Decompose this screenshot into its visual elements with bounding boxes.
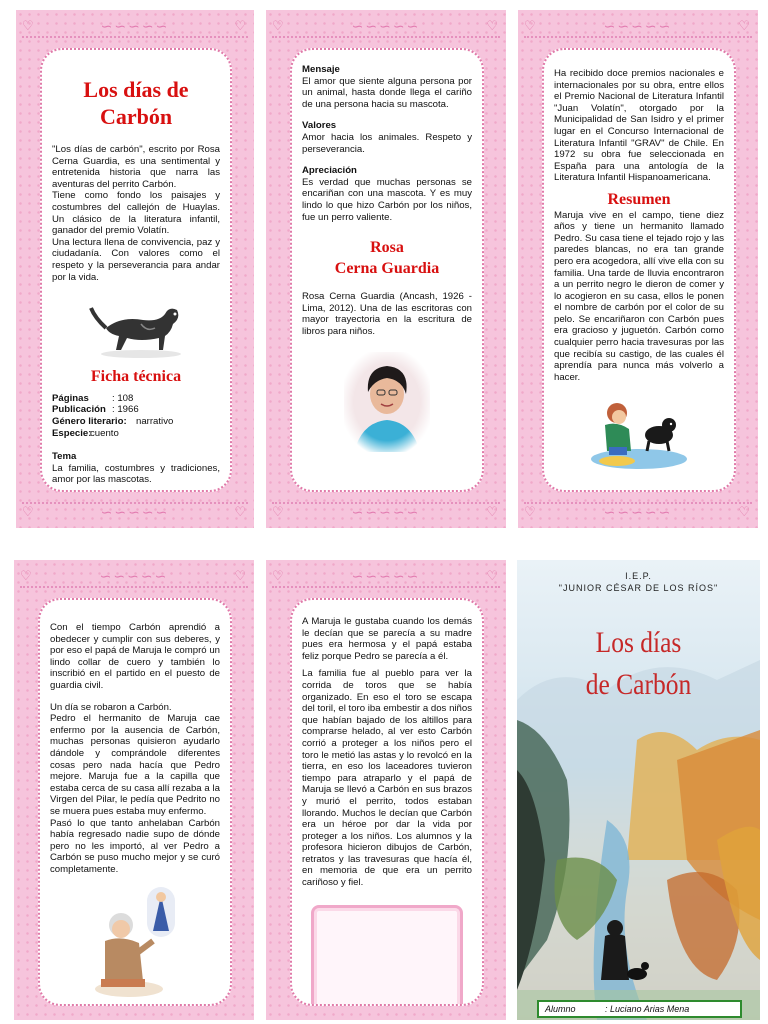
ficha-label: Género literario: xyxy=(52,415,127,427)
resumen-title: Resumen xyxy=(607,190,671,208)
ficha-row xyxy=(52,416,220,428)
resumen-text: Maruja vive en el campo, tiene diez años y tiene un hermanito llamado Pedro. Su casa tiene el tejado rojo y las paredes blancas, no era tan grande pero era acogedora, allí vive ella con su familia. Una tarde de lluvia encontraron a un perrito negro le dieron de comer y lo acogieron en su casa, ellos le ponen el nombre de carbón por el color de su pelo. Se encariñaron con Carbón pues era gracioso y juguetón. Carbón como cualquier perro hacia travesuras por las que recibía su castigo, de las cuales él aprendía para nunca más volverlo a hacer. xyxy=(554,209,724,383)
panel-message-author xyxy=(266,10,506,528)
book-title-line2: Carbón xyxy=(99,104,173,129)
cover-title-line1: Los días xyxy=(595,626,682,659)
apreciacion-text: Es verdad que muchas personas se encariñan con una mascota. Y es muy lindo lo que hizo Carbón por los niños, fue un perro valiente. xyxy=(302,176,472,223)
children-illustration xyxy=(554,391,724,471)
heart-icon: ♡ xyxy=(738,505,752,520)
intro-text: "Los días de carbón", escrito por Rosa Cerna Guardia, es una sentimental y entretenida historia que narra las aventuras del perrito Carbón. xyxy=(52,144,220,190)
mensaje-text: El amor que siente alguna persona por un animal, hasta donde llega el cariño de una persona hacia su mascota. xyxy=(302,75,472,110)
decorative-border-bottom xyxy=(272,502,500,522)
ficha-value: narrativo xyxy=(136,415,174,427)
story-paragraph: Pasó lo que tanto anhelaban Carbón había regresado nadie supo de dónde pero no les importó, al ver Pedro a Carbón se puso mucho mejor y se curó completamente. xyxy=(50,817,220,875)
decorative-border-bottom xyxy=(524,502,752,522)
panel-title-page xyxy=(16,10,254,528)
ficha-row xyxy=(52,393,220,405)
decorative-border-top xyxy=(22,18,248,38)
ficha-row xyxy=(52,404,220,416)
heart-icon: ♡ xyxy=(234,569,248,584)
heart-icon: ♡ xyxy=(486,505,500,520)
ficha-label: Publicación xyxy=(52,404,106,416)
swirl-icon: ∽∽∽∽∽ xyxy=(100,19,170,35)
heart-icon: ♡ xyxy=(738,19,752,34)
tema-label: Tema xyxy=(52,451,77,463)
book-title-line1: Los días de xyxy=(83,77,189,102)
swirl-icon: ∽∽∽∽∽ xyxy=(603,19,673,35)
decorative-border-top xyxy=(20,568,248,588)
ficha-label: Páginas xyxy=(52,392,89,404)
swirl-icon: ∽∽∽∽∽ xyxy=(99,569,169,585)
heart-icon: ♡ xyxy=(486,569,500,584)
book-title xyxy=(52,76,220,130)
mensaje-label: Mensaje xyxy=(302,64,340,75)
valores-label: Valores xyxy=(302,120,337,132)
ficha-list xyxy=(52,393,220,439)
heart-icon: ♡ xyxy=(234,19,248,34)
author-name-line2: Cerna Guardia xyxy=(334,260,440,278)
ficha-row xyxy=(52,428,220,440)
ficha-value: : 108 xyxy=(112,392,134,404)
heart-icon: ♡ xyxy=(20,569,34,584)
ficha-value: : 1966 xyxy=(112,404,139,416)
author-name-line1: Rosa xyxy=(370,239,404,257)
heart-icon: ♡ xyxy=(524,505,538,520)
heart-icon: ♡ xyxy=(272,19,286,34)
school-abbrev: I.E.P. xyxy=(625,571,652,581)
author-name xyxy=(302,237,472,279)
reading-text: Una lectura llena de convivencia, paz y ciudadanía. Con valores como el respeto y la perseverancia para andar por la vida. xyxy=(52,236,220,283)
swirl-icon: ∽∽∽∽∽ xyxy=(351,19,421,35)
panel-content xyxy=(290,598,484,1006)
valores-text: Amor hacia los animales. Respeto y perseverancia. xyxy=(302,131,472,155)
decorative-border-top xyxy=(272,18,500,38)
heart-icon: ♡ xyxy=(486,19,500,34)
story-paragraph: Pedro el hermanito de Maruja cae enfermo por la ausencia de Carbón, muchas personas quisieron ayudarlo dándole y comprándole diferentes cosas pero nada hacía que Pedro mejore. Maruja fue a la capilla que estaba cerca de su casa allí rezaba a la Virgen del Pilar, le pedía que Pedrito no se muera pues estaba muy enfermo. xyxy=(50,713,220,817)
panel-story-part1 xyxy=(14,560,254,1020)
panel-content xyxy=(40,48,232,492)
apreciacion-label: Apreciación xyxy=(302,165,357,177)
book-cover xyxy=(517,560,760,1020)
swirl-icon: ∽∽∽∽∽ xyxy=(351,505,421,521)
decorative-border-top xyxy=(272,568,500,588)
author-bio: Rosa Cerna Guardia (Ancash, 1926 - Lima, 2012). Una de las escritoras con mayor trayectoria en la escritura de libros para niños. xyxy=(302,291,472,337)
student-bar xyxy=(537,1000,742,1018)
ficha-title: Ficha técnica xyxy=(90,368,182,386)
student-name: : Luciano Arias Mena xyxy=(605,1004,690,1014)
panel-content xyxy=(290,48,484,492)
ficha-value: cuento xyxy=(90,427,119,439)
swirl-icon: ∽∽∽∽∽ xyxy=(603,505,673,521)
heart-icon: ♡ xyxy=(272,505,286,520)
panel-content xyxy=(542,48,736,492)
swirl-icon: ∽∽∽∽∽ xyxy=(100,505,170,521)
decorative-border-top xyxy=(524,18,752,38)
decorative-border-bottom xyxy=(22,502,248,522)
school-header xyxy=(517,570,760,594)
heart-icon: ♡ xyxy=(234,505,248,520)
student-label: Alumno xyxy=(545,1004,576,1014)
swirl-icon: ∽∽∽∽∽ xyxy=(351,569,421,585)
empty-picture-frame xyxy=(311,905,463,1006)
tema-text: La familia, costumbres y tradiciones, amor por las mascotas. xyxy=(52,462,220,486)
panel-story-part2 xyxy=(266,560,506,1020)
old-man-illustration xyxy=(50,881,220,999)
story-paragraph: A Maruja le gustaba cuando los demás le decían que se parecía a su madre pues era hermosa y el papá estaba feliz porque Pedro se parecía a él. xyxy=(302,616,472,662)
heart-icon: ♡ xyxy=(22,19,36,34)
awards-text: Ha recibido doce premios nacionales e internacionales por su obra, entre ellos el Premio Nacional de Literatura Infantil "Juan Volatín", otorgado por la Municipalidad de San Isidro y el primer lugar en el Concurso Internacional de Literatura Infantil "GRAV" de Chile. En 1972 su obra fue seleccionada en España para una antología de la Literatura Infantil Hispanoamericana. xyxy=(554,68,724,184)
heart-icon: ♡ xyxy=(272,569,286,584)
heart-icon: ♡ xyxy=(524,19,538,34)
setting-text: Tiene como fondo los paisajes y costumbres del callejón de Huaylas. Un clásico de la literatura infantil, ganador del premio Volatín. xyxy=(52,190,220,237)
dog-illustration xyxy=(52,285,220,363)
ficha-label: Especie: xyxy=(52,427,92,439)
panel-content xyxy=(38,598,232,1006)
story-paragraph: Un día se robaron a Carbón. xyxy=(50,701,172,713)
story-paragraph: La familia fue al pueblo para ver la corrida de toros que se había organizado. En eso el toro se escapa del toril, el toro iba embestir a dos niños que habían bajado de los altillos para comprarse helado, al ver esto Carbón corrió a proteger a los niños pero el toro le metió las astas y lo revolcó en la tierra, en eso los laceadores tuvieron tiempo para atraparlo y el papá de Maruja se llevó a Carbón en sus brazos y murió el perrito, todos estaban llorando. Muchos le decían que Carbón era un héroe por dar la vida por proteger a los niños. Los alumnos y la profesora hicieron dibujos de Carbón, retratos y las travesuras que hacía él, en memoria de que era un perrito cariñoso y fiel. xyxy=(302,668,472,889)
school-name: "JUNIOR CÉSAR DE LOS RÍOS" xyxy=(558,583,719,593)
author-portrait xyxy=(302,352,472,452)
cover-title-line2: de Carbón xyxy=(585,668,692,701)
panel-awards-summary xyxy=(518,10,758,528)
story-paragraph: Con el tiempo Carbón aprendió a obedecer y cumplir con sus deberes, y por eso el papá de Maruja le compró un lindo collar de cuero y también lo inscribió en el partido en el puesto de guardia civil. xyxy=(50,622,220,691)
cover-title xyxy=(517,622,760,706)
heart-icon: ♡ xyxy=(22,505,36,520)
